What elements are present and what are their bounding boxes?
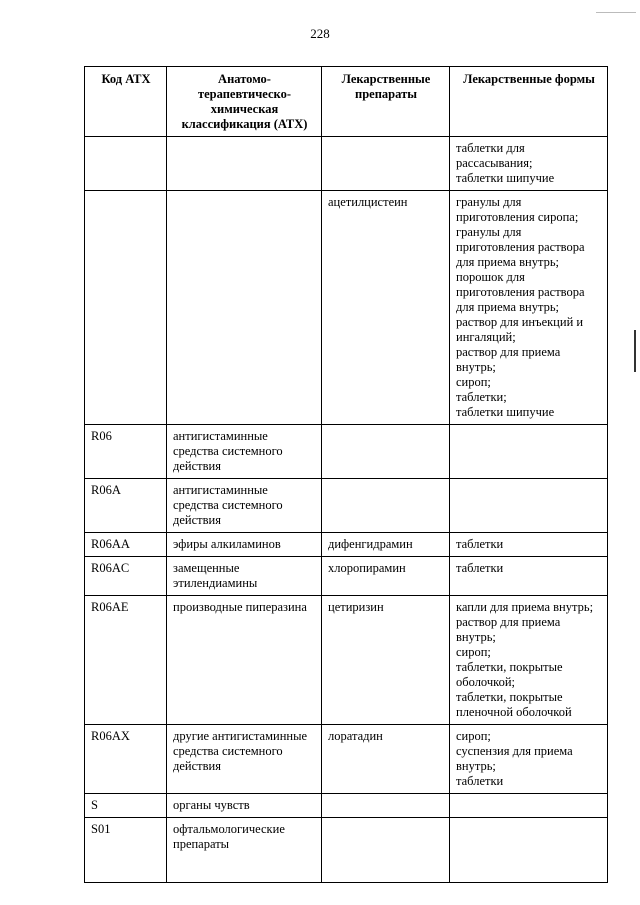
cell-code: R06A	[85, 479, 167, 533]
header-forms: Лекарственные формы	[450, 67, 608, 137]
cell-forms	[450, 794, 608, 818]
table-row	[85, 818, 608, 883]
table-row	[85, 425, 608, 479]
cell-classification: другие антигистаминные средства системного действия	[167, 725, 322, 794]
table-row	[85, 137, 608, 191]
cell-classification: эфиры алкиламинов	[167, 533, 322, 557]
table-row	[85, 191, 608, 425]
cell-classification: антигистаминные средства системного действия	[167, 425, 322, 479]
cell-classification: органы чувств	[167, 794, 322, 818]
cell-code: R06	[85, 425, 167, 479]
cell-code: R06AC	[85, 557, 167, 596]
cell-classification: производные пиперазина	[167, 596, 322, 725]
cell-drug: дифенгидрамин	[322, 533, 450, 557]
table-row	[85, 479, 608, 533]
cell-drug	[322, 818, 450, 883]
cell-classification	[167, 191, 322, 425]
cell-classification	[167, 137, 322, 191]
cell-code: S01	[85, 818, 167, 883]
cell-classification: антигистаминные средства системного действия	[167, 479, 322, 533]
table-header-row	[85, 67, 608, 137]
cell-forms: гранулы для приготовления сиропа; гранулы для приготовления раствора для приема внутрь; порошок для приготовления раствора для приема внутрь; раствор для инъекций и ингаляций; раствор для приема внутрь; сироп; таблетки; таблетки шипучие	[450, 191, 608, 425]
table-row	[85, 557, 608, 596]
cell-forms	[450, 818, 608, 883]
cell-forms: таблетки	[450, 557, 608, 596]
cell-forms: капли для приема внутрь; раствор для приема внутрь; сироп; таблетки, покрытые оболочкой; таблетки, покрытые пленочной оболочкой	[450, 596, 608, 725]
page-number: 228	[310, 26, 330, 41]
cell-code	[85, 137, 167, 191]
cell-forms	[450, 479, 608, 533]
header-drugs: Лекарственные препараты	[322, 67, 450, 137]
cell-classification: замещенные этилендиамины	[167, 557, 322, 596]
cell-drug	[322, 794, 450, 818]
cell-code: R06AE	[85, 596, 167, 725]
cell-drug	[322, 479, 450, 533]
table-row	[85, 596, 608, 725]
cell-drug: хлоропирамин	[322, 557, 450, 596]
cell-drug: цетиризин	[322, 596, 450, 725]
cell-code: S	[85, 794, 167, 818]
cell-code: R06AA	[85, 533, 167, 557]
cell-classification: офтальмологические препараты	[167, 818, 322, 883]
table-row	[85, 725, 608, 794]
header-classification: Анатомо-терапевтическо-химическая классификация (АТХ)	[167, 67, 322, 137]
table-row	[85, 533, 608, 557]
cell-drug	[322, 425, 450, 479]
scan-edge-mark-right	[634, 330, 636, 372]
table-row	[85, 794, 608, 818]
atx-table	[84, 66, 608, 883]
cell-drug: лоратадин	[322, 725, 450, 794]
cell-forms: таблетки для рассасывания; таблетки шипучие	[450, 137, 608, 191]
cell-forms: сироп; суспензия для приема внутрь; таблетки	[450, 725, 608, 794]
scan-edge-mark-top	[596, 0, 636, 13]
cell-forms	[450, 425, 608, 479]
cell-code: R06AX	[85, 725, 167, 794]
cell-drug: ацетилцистеин	[322, 191, 450, 425]
cell-drug	[322, 137, 450, 191]
cell-forms: таблетки	[450, 533, 608, 557]
header-code: Код АТХ	[85, 67, 167, 137]
cell-code	[85, 191, 167, 425]
